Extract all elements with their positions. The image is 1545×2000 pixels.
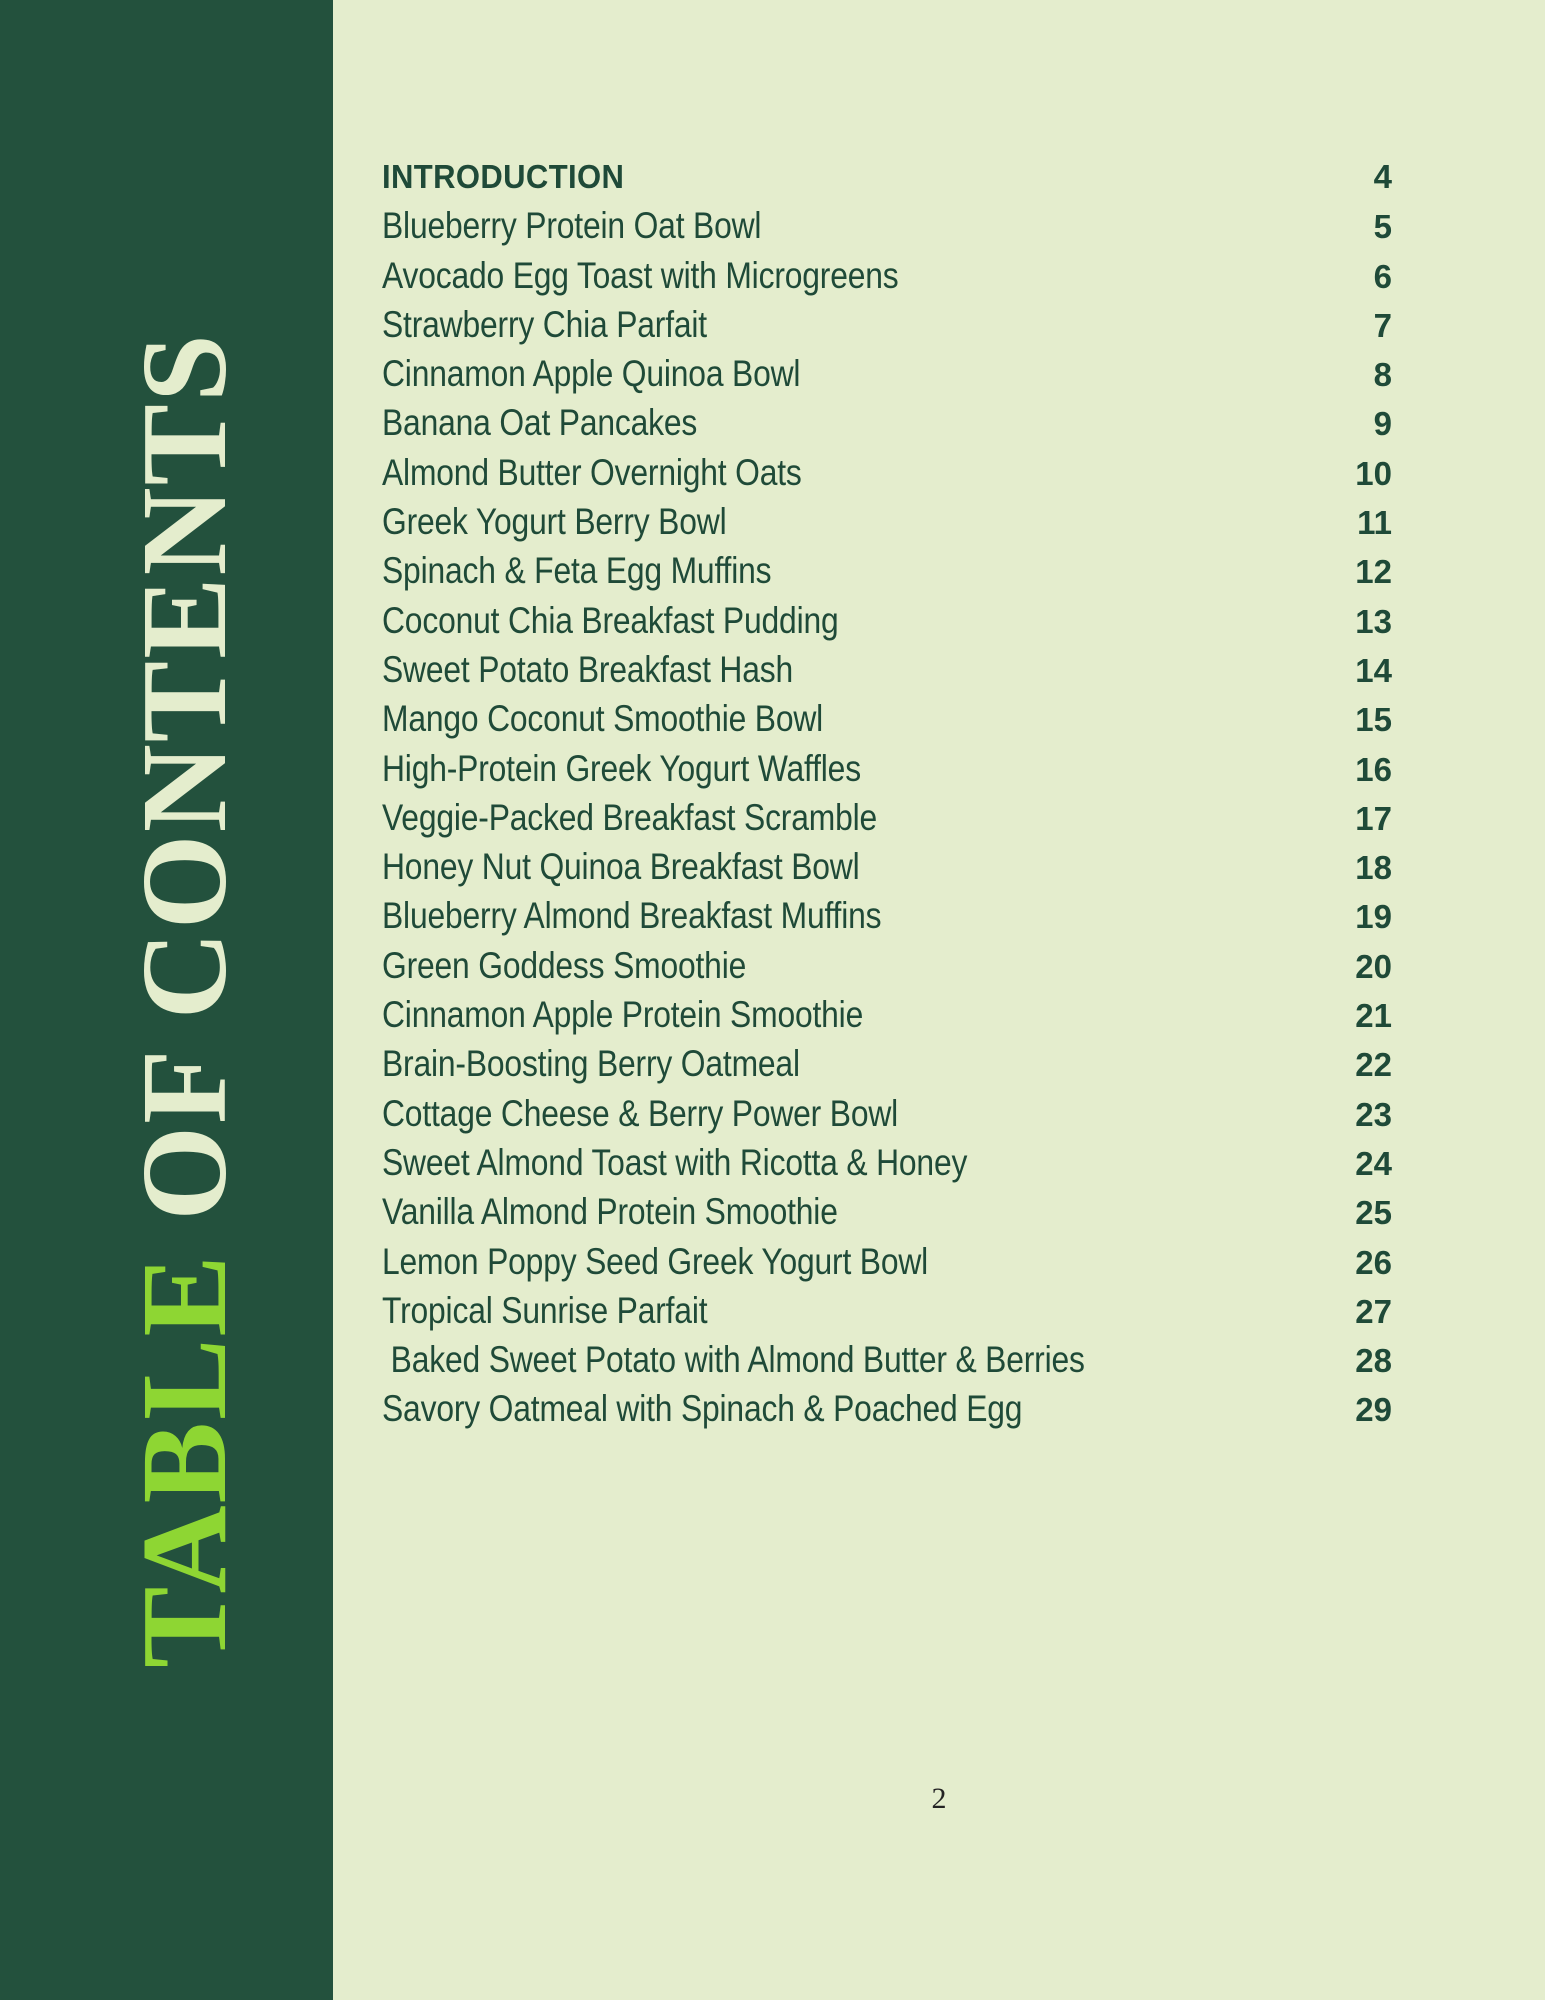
toc-entry-page-number: 28 bbox=[1355, 1342, 1392, 1380]
toc-entry-page-number: 8 bbox=[1373, 356, 1392, 394]
toc-entry-row[interactable] bbox=[382, 497, 1392, 546]
toc-entry-row[interactable] bbox=[382, 1138, 1392, 1187]
toc-entry-label: Coconut Chia Breakfast Pudding bbox=[382, 599, 839, 641]
page-title-rest: OF CONTENTS bbox=[116, 332, 252, 1254]
toc-entry-label: Sweet Potato Breakfast Hash bbox=[382, 648, 794, 690]
toc-entry-page-number: 25 bbox=[1355, 1194, 1392, 1232]
toc-entry-page-number: 19 bbox=[1355, 898, 1392, 936]
toc-entry-row[interactable] bbox=[382, 596, 1392, 645]
toc-entry-row[interactable] bbox=[382, 990, 1392, 1039]
toc-entry-page-number: 20 bbox=[1355, 947, 1392, 985]
toc-entry-page-number: 9 bbox=[1373, 405, 1392, 443]
toc-entry-page-number: 29 bbox=[1355, 1391, 1392, 1429]
toc-entry-row[interactable] bbox=[382, 645, 1392, 694]
toc-entry-label: Veggie-Packed Breakfast Scramble bbox=[382, 796, 878, 838]
toc-entry-page-number: 6 bbox=[1373, 257, 1392, 295]
toc-entry-page-number: 15 bbox=[1355, 701, 1392, 739]
toc-entry-label: Banana Oat Pancakes bbox=[382, 402, 698, 444]
toc-entry-row[interactable] bbox=[382, 300, 1392, 349]
toc-entry-row[interactable] bbox=[382, 251, 1392, 300]
toc-entry-label: Avocado Egg Toast with Microgreens bbox=[382, 254, 899, 296]
toc-entry-label: Brain-Boosting Berry Oatmeal bbox=[382, 1043, 800, 1085]
sidebar-panel bbox=[0, 0, 333, 2000]
toc-entry-page-number: 4 bbox=[1373, 158, 1392, 195]
toc-entry-page-number: 11 bbox=[1357, 504, 1392, 542]
toc-entry-page-number: 13 bbox=[1355, 602, 1392, 640]
toc-entry-label: Baked Sweet Potato with Almond Butter & Berries bbox=[382, 1339, 1085, 1381]
toc-section-heading-row[interactable] bbox=[382, 152, 1392, 201]
toc-entry-label: Mango Coconut Smoothie Bowl bbox=[382, 698, 824, 740]
toc-entry-label: Spinach & Feta Egg Muffins bbox=[382, 550, 772, 592]
toc-entry-row[interactable] bbox=[382, 1089, 1392, 1138]
toc-entry-row[interactable] bbox=[382, 793, 1392, 842]
toc-entry-page-number: 27 bbox=[1355, 1292, 1392, 1330]
sidebar-title-container bbox=[0, 0, 333, 2000]
toc-entry-row[interactable] bbox=[382, 1187, 1392, 1236]
toc-entry-row[interactable] bbox=[382, 546, 1392, 595]
toc-entry-label: Vanilla Almond Protein Smoothie bbox=[382, 1191, 838, 1233]
toc-entry-label: Greek Yogurt Berry Bowl bbox=[382, 501, 727, 543]
toc-entry-row[interactable] bbox=[382, 842, 1392, 891]
toc-entry-label: Blueberry Protein Oat Bowl bbox=[382, 205, 762, 247]
toc-entry-label: Cottage Cheese & Berry Power Bowl bbox=[382, 1092, 899, 1134]
footer-folio: 2 bbox=[931, 1782, 947, 1815]
toc-entry-label: Cinnamon Apple Quinoa Bowl bbox=[382, 353, 801, 395]
toc-entry-label: Tropical Sunrise Parfait bbox=[382, 1289, 708, 1331]
toc-entry-page-number: 12 bbox=[1355, 553, 1392, 591]
toc-entry-label: Blueberry Almond Breakfast Muffins bbox=[382, 895, 882, 937]
toc-entry-row[interactable] bbox=[382, 1039, 1392, 1088]
toc-entry-label: Strawberry Chia Parfait bbox=[382, 303, 707, 345]
toc-entry-row[interactable] bbox=[382, 1286, 1392, 1335]
toc-entry-row[interactable] bbox=[382, 744, 1392, 793]
toc-entry-label: Honey Nut Quinoa Breakfast Bowl bbox=[382, 846, 860, 888]
toc-entry-page-number: 14 bbox=[1355, 651, 1392, 689]
page-title-vertical bbox=[116, 332, 252, 1668]
toc-entry-page-number: 24 bbox=[1355, 1144, 1392, 1182]
toc-entry-row[interactable] bbox=[382, 201, 1392, 250]
toc-entry-page-number: 21 bbox=[1355, 997, 1392, 1035]
toc-entry-page-number: 10 bbox=[1355, 454, 1392, 492]
toc-entry-row[interactable] bbox=[382, 1237, 1392, 1286]
toc-entry-page-number: 7 bbox=[1373, 306, 1392, 344]
toc-entry-label: Green Goddess Smoothie bbox=[382, 944, 747, 986]
toc-entry-label: Sweet Almond Toast with Ricotta & Honey bbox=[382, 1141, 968, 1183]
toc-entry-label: Almond Butter Overnight Oats bbox=[382, 451, 802, 493]
toc-entry-page-number: 22 bbox=[1355, 1046, 1392, 1084]
toc-entry-page-number: 17 bbox=[1355, 799, 1392, 837]
toc-entry-row[interactable] bbox=[382, 1384, 1392, 1433]
toc-entry-page-number: 18 bbox=[1355, 849, 1392, 887]
toc-entry-label: INTRODUCTION bbox=[382, 158, 625, 195]
toc-entry-label: Savory Oatmeal with Spinach & Poached Egg bbox=[382, 1388, 1023, 1430]
table-of-contents-list bbox=[382, 152, 1392, 1434]
toc-entry-row[interactable] bbox=[382, 694, 1392, 743]
toc-entry-page-number: 16 bbox=[1355, 750, 1392, 788]
page-title-accent: TABLE bbox=[116, 1253, 252, 1668]
toc-entry-page-number: 5 bbox=[1373, 208, 1392, 246]
toc-entry-row[interactable] bbox=[382, 398, 1392, 447]
toc-entry-label: High-Protein Greek Yogurt Waffles bbox=[382, 747, 861, 789]
toc-entry-row[interactable] bbox=[382, 941, 1392, 990]
toc-entry-label: Lemon Poppy Seed Greek Yogurt Bowl bbox=[382, 1240, 929, 1282]
toc-entry-row[interactable] bbox=[382, 1335, 1392, 1384]
toc-entry-row[interactable] bbox=[382, 891, 1392, 940]
toc-entry-page-number: 26 bbox=[1355, 1243, 1392, 1281]
toc-entry-row[interactable] bbox=[382, 349, 1392, 398]
toc-entry-label: Cinnamon Apple Protein Smoothie bbox=[382, 994, 864, 1036]
toc-entry-row[interactable] bbox=[382, 448, 1392, 497]
toc-entry-page-number: 23 bbox=[1355, 1095, 1392, 1133]
